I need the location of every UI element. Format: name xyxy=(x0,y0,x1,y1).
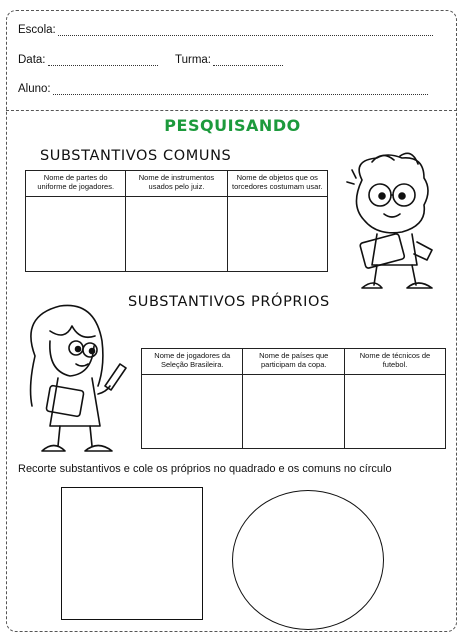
boy-reading-illustration xyxy=(332,150,447,300)
table-header-row xyxy=(142,349,446,375)
school-label: Escola: xyxy=(18,24,56,36)
class-blank[interactable] xyxy=(213,55,283,66)
column-header: Nome de países que participam da copa. xyxy=(243,349,345,375)
school-blank[interactable] xyxy=(58,25,433,36)
column-header: Nome de objetos que os torcedores costumam usar. xyxy=(227,171,327,197)
column-header: Nome de partes do uniforme de jogadores. xyxy=(26,171,126,197)
date-field xyxy=(18,54,158,66)
answer-cell[interactable] xyxy=(142,375,243,449)
answer-cell[interactable] xyxy=(126,197,227,272)
student-label: Aluno: xyxy=(18,83,51,95)
column-header: Nome de instrumentos usados pelo juiz. xyxy=(126,171,227,197)
answer-cell[interactable] xyxy=(345,375,446,449)
girl-with-pencil-illustration xyxy=(10,296,140,458)
proper-nouns-table xyxy=(141,348,446,449)
answer-row xyxy=(142,375,446,449)
answer-cell[interactable] xyxy=(227,197,327,272)
answer-cell[interactable] xyxy=(243,375,345,449)
common-nouns-circle[interactable] xyxy=(232,490,384,630)
class-field xyxy=(175,54,283,66)
column-header: Nome de jogadores da Seleção Brasileira. xyxy=(142,349,243,375)
student-field xyxy=(18,83,428,95)
proper-nouns-square[interactable] xyxy=(61,487,203,620)
page-title: PESQUISANDO xyxy=(164,116,301,135)
cut-and-paste-instruction: Recorte substantivos e cole os próprios no quadrado e os comuns no círculo xyxy=(18,463,392,475)
header-separator xyxy=(6,110,457,111)
class-label: Turma: xyxy=(175,54,211,66)
date-label: Data: xyxy=(18,54,46,66)
common-nouns-heading: SUBSTANTIVOS COMUNS xyxy=(40,148,232,164)
column-header: Nome de técnicos de futebol. xyxy=(345,349,446,375)
student-blank[interactable] xyxy=(53,84,428,95)
answer-cell[interactable] xyxy=(26,197,126,272)
table-header-row xyxy=(26,171,328,197)
school-field xyxy=(18,24,433,36)
date-blank[interactable] xyxy=(48,55,158,66)
answer-row xyxy=(26,197,328,272)
proper-nouns-heading: SUBSTANTIVOS PRÓPRIOS xyxy=(128,294,330,310)
common-nouns-table xyxy=(25,170,328,272)
